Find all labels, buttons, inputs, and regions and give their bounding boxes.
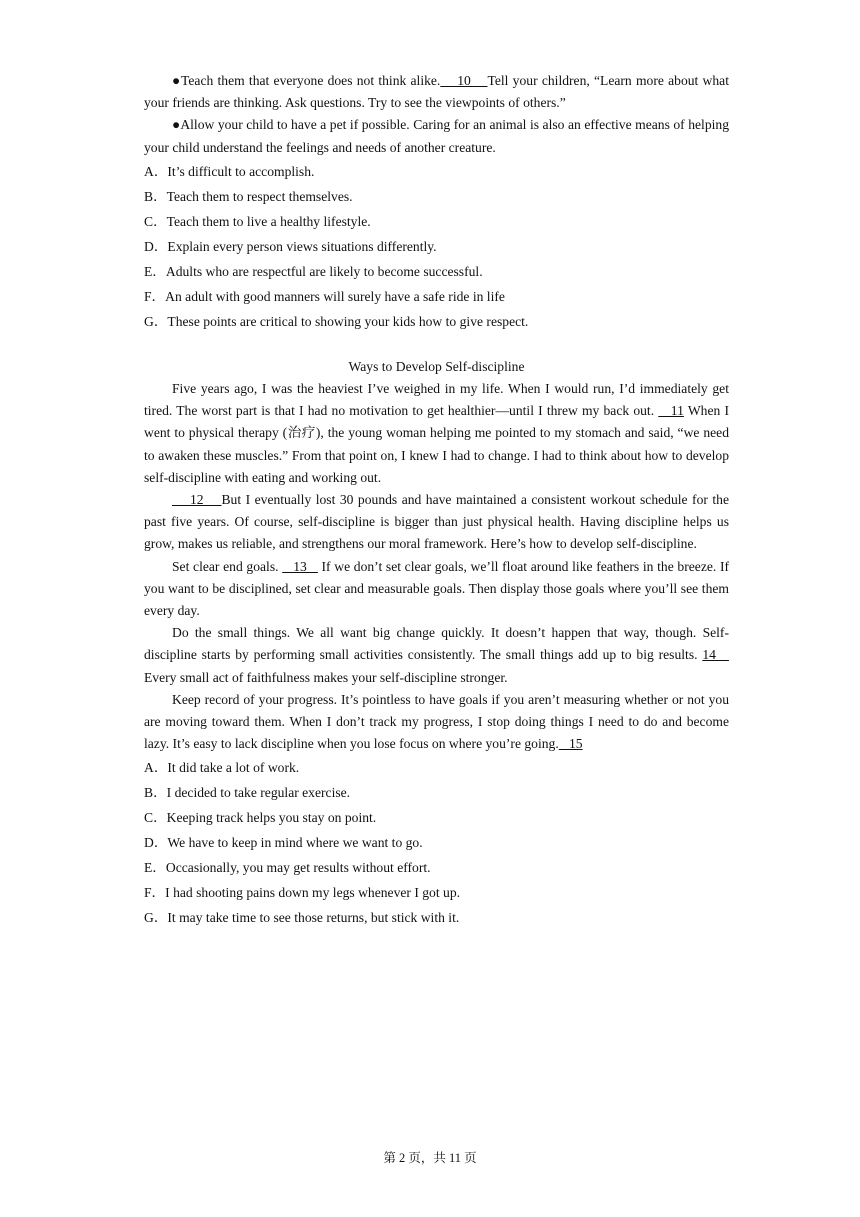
paragraph-text: Keep record of your progress. It’s pointless to have goals if you aren’t measuring whether or not you are moving toward them. When I don’t track my progress, I stop doing things I need to do and become lazy. It’s easy to lack discipline when you lose focus on where you’re going. — [144, 691, 729, 752]
paragraph-3 — [144, 556, 729, 623]
option-e: E．Adults who are respectful are likely to become successful. — [144, 263, 483, 279]
paragraph-text: Set clear end goals. — [172, 558, 283, 574]
paragraph-text: When I went to physical therapy (治疗), the young woman helping me pointed to my stomach and said, “we need to awaken these muscles.” From that point on, I knew I had to change. I had to think about how to develop self-discipline with eating and working out. — [144, 403, 729, 485]
paragraph-text: Every small act of faithfulness makes your self-discipline stronger. — [144, 669, 508, 685]
paragraph-text: Tell your children, “Learn more about what your friends are thinking. Ask questions. Try to see the viewpoints of others.” — [144, 73, 729, 111]
paragraph-text: But I eventually lost 30 pounds and have maintained a consistent workout schedule for the past five years. Of course, self-discipline is bigger than just physical health. Having discipline helps us grow, makes us reliable, and strengthens our moral framework. Here’s how to develop self-discipline. — [144, 492, 729, 552]
option-g: G．It may take time to see those returns, but stick with it. — [144, 910, 460, 926]
blank-14: 14 — [702, 647, 729, 663]
option-g: G．These points are critical to showing your kids how to give respect. — [144, 313, 529, 329]
blank-11: 11 — [658, 403, 684, 419]
paragraph-text: If we don’t set clear goals, we’ll float around like feathers in the breeze. If you want to be disciplined, set clear and measurable goals. Then display those goals where you’ll see them every day. — [144, 558, 730, 619]
passage-title: Ways to Develop Self-discipline — [348, 358, 525, 374]
paragraph-2 — [144, 489, 729, 556]
option-b: B．I decided to take regular exercise. — [144, 785, 351, 801]
paragraph-1 — [144, 378, 729, 489]
paragraph-4 — [144, 622, 729, 689]
blank-15: 15 — [558, 736, 583, 752]
page-footer: 第 2 页，共 11 页 — [383, 1151, 477, 1165]
option-d: D．We have to keep in mind where we want to go. — [144, 835, 423, 851]
option-b: B．Teach them to respect themselves. — [144, 188, 353, 204]
options-list-2 — [144, 755, 729, 930]
option-d: D．Explain every person views situations differently. — [144, 238, 437, 254]
paragraph-pet: ●Allow your child to have a pet if possible. Caring for an animal is also an effective means of helping your child understand the feelings and needs of another creature. — [144, 117, 729, 155]
paragraph-text: Do the small things. We all want big change quickly. It doesn’t happen that way, though. Self-discipline starts by performing small activities consistently. The small things add up to big results. — [144, 625, 729, 663]
blank-10: 10 — [440, 73, 488, 88]
blank-13: 13 — [282, 558, 318, 574]
option-a: A．It’s difficult to accomplish. — [144, 163, 315, 179]
paragraph-5 — [144, 689, 729, 756]
option-e: E．Occasionally, you may get results without effort. — [144, 860, 431, 876]
paragraph-teach-think-alike — [144, 70, 729, 114]
option-f: F．An adult with good manners will surely have a safe ride in life — [144, 288, 505, 304]
option-c: C．Teach them to live a healthy lifestyle. — [144, 213, 371, 229]
options-list-1 — [144, 159, 729, 334]
blank-12: 12 — [172, 492, 222, 508]
paragraph-text: Five years ago, I was the heaviest I’ve weighed in my life. When I would run, I’d immediately get tired. The worst part is that I had no motivation to get healthier—until I threw my back out. — [144, 381, 729, 419]
option-a: A．It did take a lot of work. — [144, 760, 300, 776]
paragraph-text: ●Teach them that everyone does not think alike. — [172, 73, 441, 88]
option-c: C．Keeping track helps you stay on point. — [144, 810, 377, 826]
page-content — [144, 70, 729, 930]
option-f: F．I had shooting pains down my legs whenever I got up. — [144, 885, 461, 901]
